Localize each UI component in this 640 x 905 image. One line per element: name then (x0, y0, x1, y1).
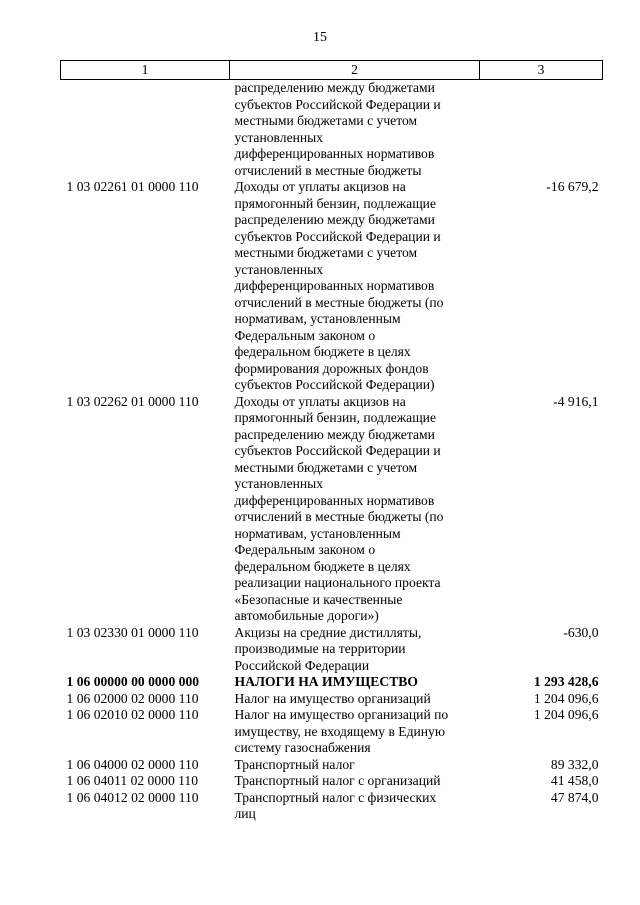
budget-code-cell: 1 06 00000 00 0000 000 (66, 674, 200, 689)
table-row (61, 757, 603, 774)
amount-cell: -16 679,2 (546, 179, 599, 194)
budget-code-cell: 1 06 04012 02 0000 110 (66, 789, 199, 805)
revenue-name-line: отчислений в местные бюджеты (234, 162, 422, 178)
revenue-name-cell (230, 80, 480, 180)
revenue-name-line: Налог на имущество организаций по (234, 707, 449, 722)
revenue-name-line: Транспортный налог с физических (234, 789, 437, 805)
revenue-name-line: отчислений в местные бюджеты (по (234, 294, 444, 310)
table-row (61, 674, 603, 691)
amount-cell: 1 293 428,6 (533, 674, 599, 689)
budget-code-cell: 1 06 04011 02 0000 110 (66, 773, 199, 788)
amount-cell: 89 332,0 (550, 756, 599, 772)
budget-code-cell: 1 03 02261 01 0000 110 (66, 179, 199, 194)
revenue-name-line: Акцизы на средние дистилляты, (234, 624, 422, 640)
budget-code-cell: 1 06 02000 02 0000 110 (66, 690, 199, 706)
revenue-name-line: Федеральным законом о (234, 327, 376, 343)
revenue-name-line: субъектов Российской Федерации) (234, 377, 435, 392)
budget-code-cell: 1 06 04000 02 0000 110 (66, 756, 199, 772)
revenue-name-cell (230, 625, 480, 675)
revenue-name-line: установленных (234, 261, 324, 277)
revenue-name-line: Транспортный налог (234, 756, 355, 772)
revenue-name-line: дифференцированных нормативов (234, 278, 435, 293)
revenue-name-line: нормативам, установленным (234, 311, 401, 326)
revenue-name-line: субъектов Российской Федерации и (234, 443, 441, 458)
revenue-name-line: прямогонный бензин, подлежащие (234, 195, 436, 211)
table-row (61, 80, 603, 180)
revenue-name-line: федеральном бюджете в целях (234, 344, 411, 359)
revenue-name-line: систему газоснабжения (234, 740, 371, 755)
revenue-name-line: нормативам, установленным (234, 525, 401, 541)
table-row (61, 625, 603, 675)
revenue-name-line: субъектов Российской Федерации и (234, 228, 441, 244)
revenue-name-line: отчислений в местные бюджеты (по (234, 509, 444, 524)
amount-cell: -4 916,1 (553, 393, 599, 409)
revenue-name-cell (230, 773, 480, 790)
revenue-name-cell (230, 691, 480, 708)
revenue-name-line: дифференцированных нормативов (234, 146, 435, 161)
revenue-name-line: установленных (234, 129, 324, 145)
revenue-name-line: формирования дорожных фондов (234, 360, 429, 376)
revenue-name-line: распределению между бюджетами (234, 426, 435, 442)
revenue-name-line: установленных (234, 476, 324, 491)
revenue-name-cell (230, 707, 480, 757)
revenue-name-line: субъектов Российской Федерации и (234, 96, 441, 112)
revenue-name-line: Доходы от уплаты акцизов на (234, 393, 406, 409)
table-row (61, 691, 603, 708)
revenue-name-line: прямогонный бензин, подлежащие (234, 410, 436, 425)
table-body (61, 80, 603, 823)
revenue-name-cell (230, 757, 480, 774)
revenue-name-line: федеральном бюджете в целях (234, 558, 411, 574)
column-header-1: 1 (61, 61, 230, 80)
revenue-name-line: реализации национального проекта (234, 575, 441, 590)
revenue-name-cell (230, 674, 480, 691)
revenue-name-line: автомобильные дороги») (234, 608, 379, 623)
budget-code-cell (61, 80, 230, 180)
revenue-name-cell (230, 790, 480, 823)
amount-cell: -630,0 (563, 624, 599, 640)
revenue-name-line: Доходы от уплаты акцизов на (234, 179, 406, 194)
amount-cell: 1 204 096,6 (533, 690, 599, 706)
amount-cell (480, 80, 603, 180)
table-row (61, 394, 603, 625)
table-row (61, 790, 603, 823)
revenue-name-line: распределению между бюджетами (234, 212, 435, 227)
amount-cell: 47 874,0 (550, 789, 599, 805)
revenue-name-line: производимые на территории (234, 641, 406, 656)
table-row (61, 707, 603, 757)
revenue-name-line: Налог на имущество организаций (234, 690, 431, 706)
page-number: 15 (313, 30, 327, 45)
revenue-name-cell (230, 179, 480, 394)
revenue-name-line: Российской Федерации (234, 657, 370, 673)
revenue-name-cell (230, 394, 480, 625)
revenue-name-line: дифференцированных нормативов (234, 492, 435, 508)
table-row (61, 179, 603, 394)
budget-code-cell: 1 03 02262 01 0000 110 (66, 393, 199, 409)
revenue-name-line: Федеральным законом о (234, 542, 376, 557)
amount-cell: 41 458,0 (550, 773, 599, 788)
amount-cell: 1 204 096,6 (533, 707, 599, 722)
revenue-name-line: лиц (234, 806, 256, 821)
revenue-name-line: «Безопасные и качественные (234, 591, 403, 607)
revenue-name-line: местными бюджетами с учетом (234, 113, 418, 128)
revenue-name-line: местными бюджетами с учетом (234, 459, 418, 475)
revenue-name-line: НАЛОГИ НА ИМУЩЕСТВО (234, 674, 418, 689)
revenue-name-line: имуществу, не входящему в Единую (234, 723, 445, 739)
budget-code-cell: 1 03 02330 01 0000 110 (66, 624, 199, 640)
table-header-row (61, 61, 603, 80)
revenue-name-line: Транспортный налог с организаций (234, 773, 441, 788)
column-header-2: 2 (230, 61, 480, 80)
budget-table (60, 60, 603, 823)
revenue-name-line: распределению между бюджетами (234, 80, 435, 95)
table-row (61, 773, 603, 790)
column-header-3: 3 (480, 61, 603, 80)
revenue-name-line: местными бюджетами с учетом (234, 245, 418, 260)
budget-code-cell: 1 06 02010 02 0000 110 (66, 707, 199, 722)
